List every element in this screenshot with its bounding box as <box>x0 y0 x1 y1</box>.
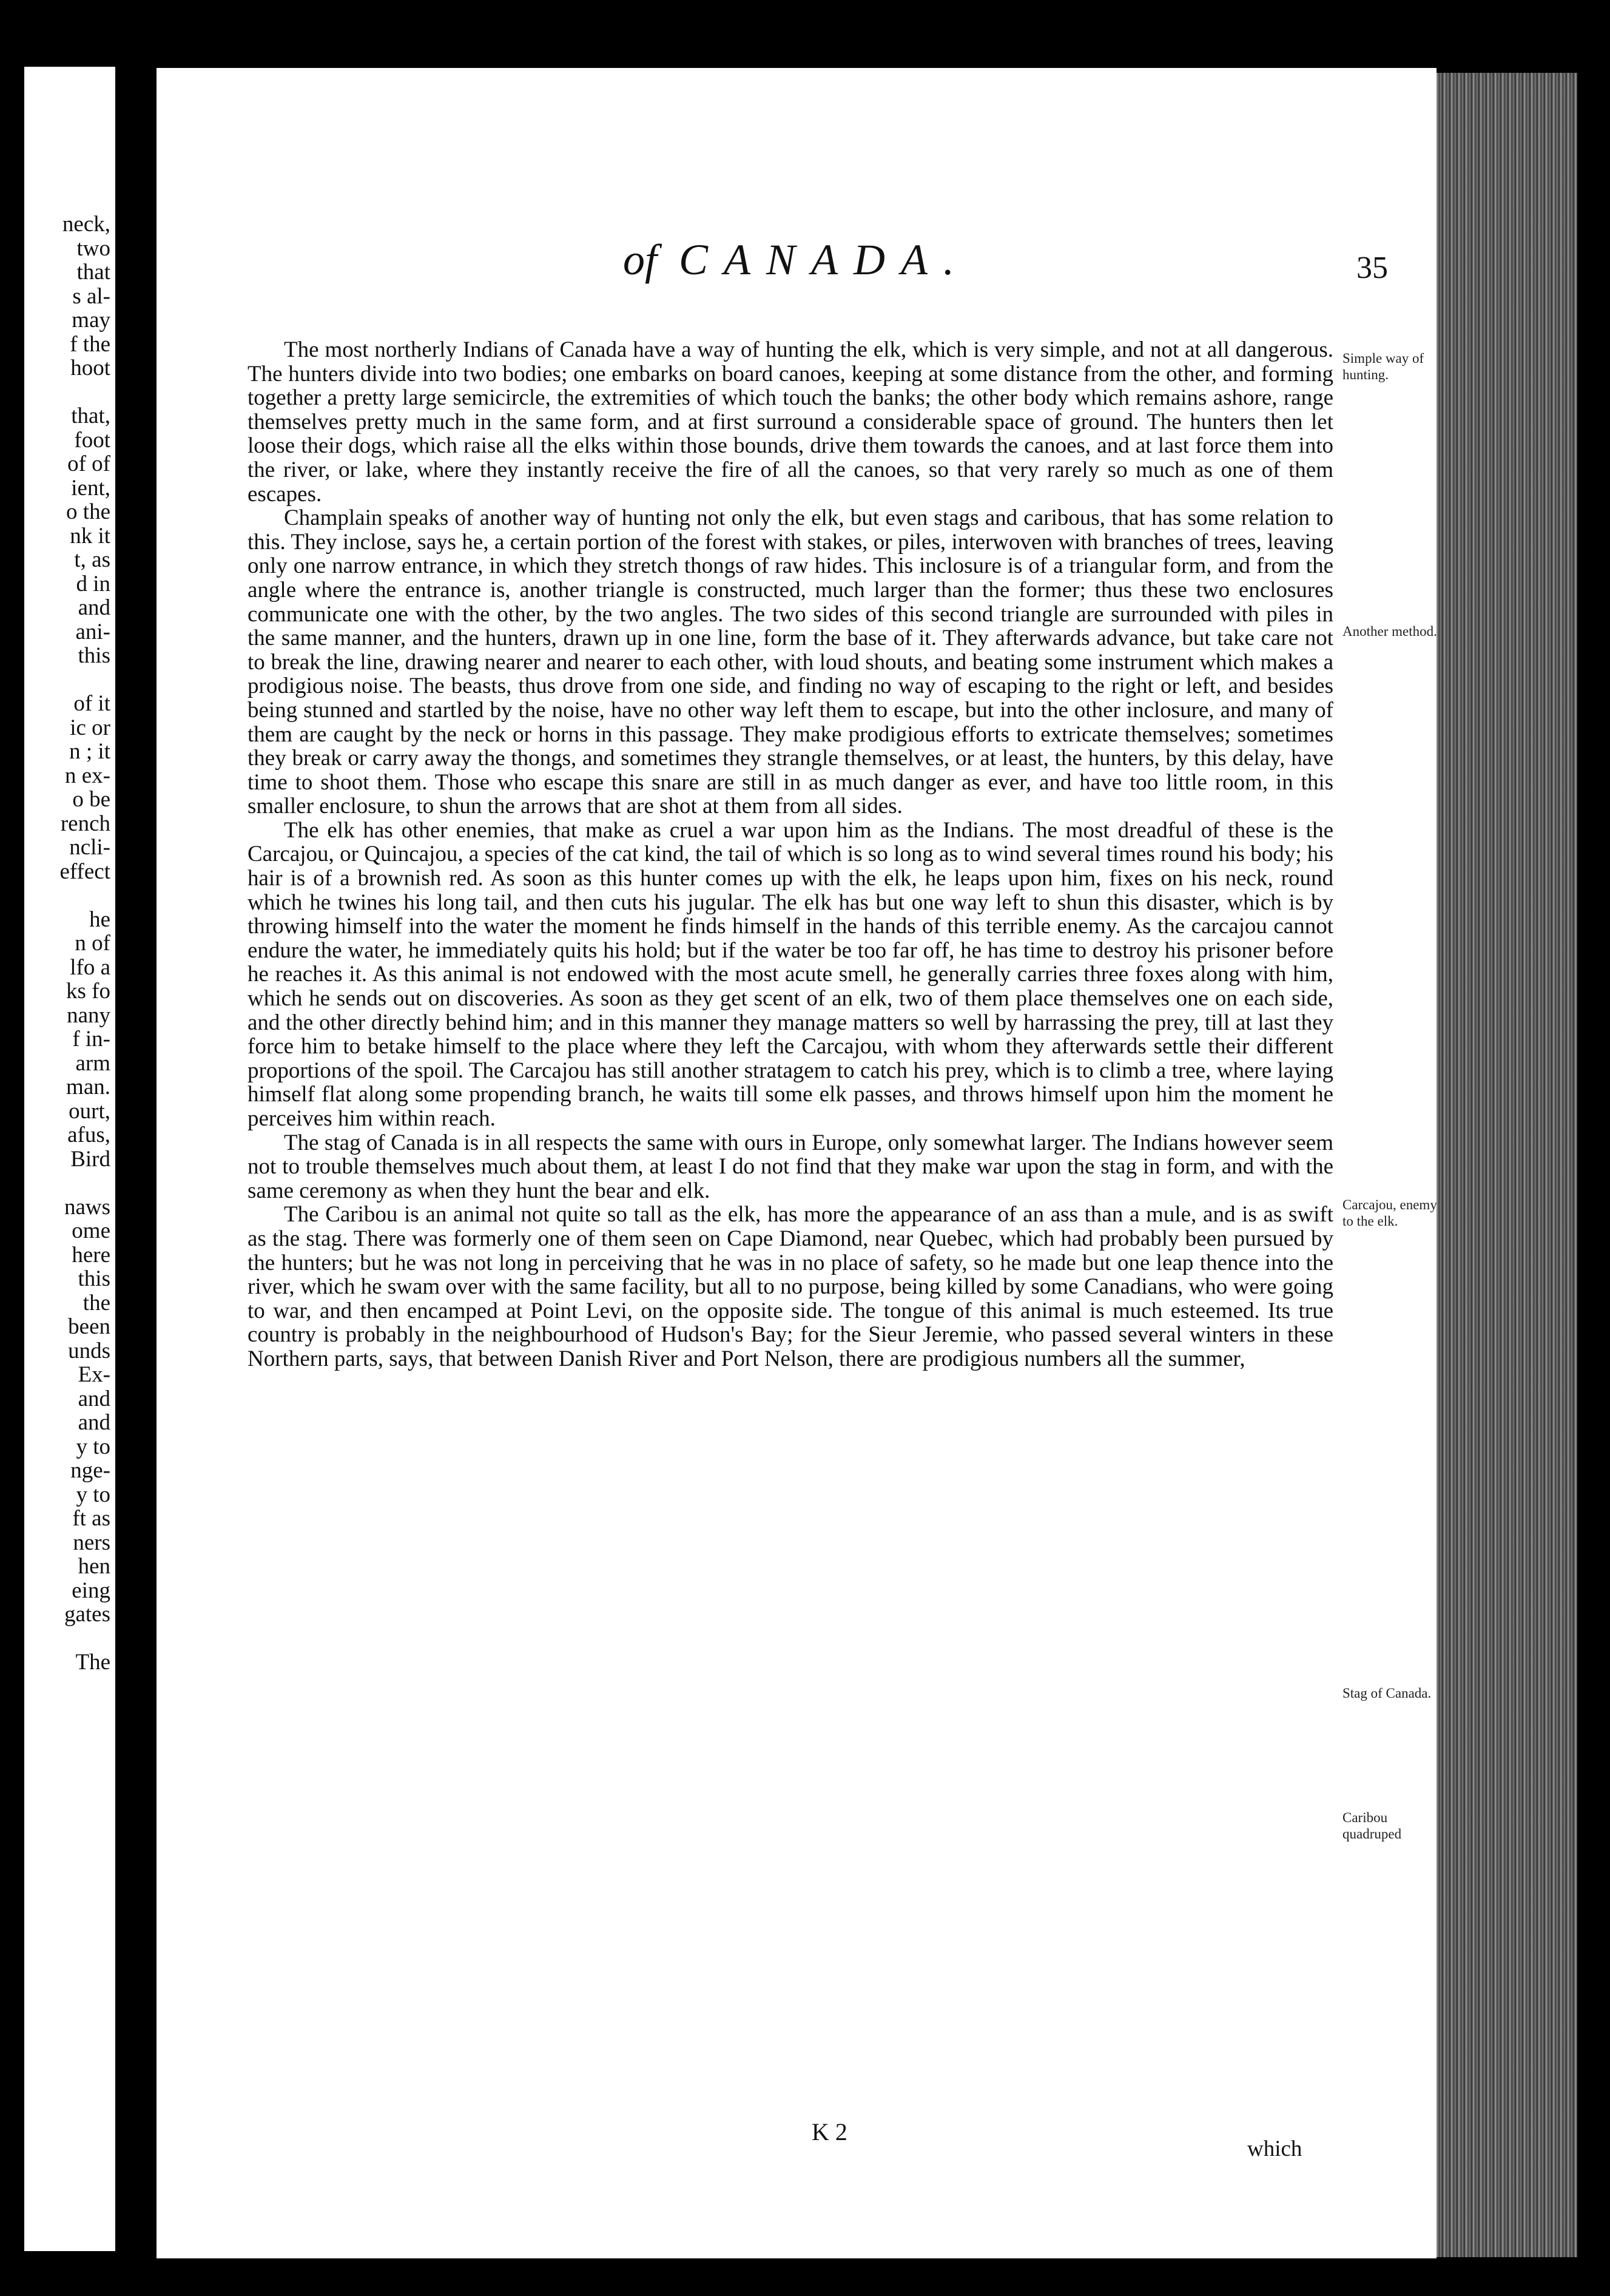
previous-page-line: and <box>78 1386 110 1411</box>
running-head-title: CANADA. <box>679 235 970 284</box>
previous-page-line: ners <box>73 1530 110 1555</box>
previous-page-line <box>24 380 115 405</box>
previous-page-line: ome <box>72 1218 110 1243</box>
previous-page-line: hen <box>78 1554 110 1579</box>
page-edges <box>1432 73 1577 2257</box>
previous-page-line: may <box>72 308 110 333</box>
margin-note-another-method: Another method. <box>1342 624 1437 639</box>
previous-page-line: and <box>78 1410 110 1435</box>
page-number: 35 <box>1356 251 1388 285</box>
previous-page-line: Bird <box>70 1146 110 1172</box>
previous-page-line: ks fo <box>66 979 110 1004</box>
previous-page-line: naws <box>64 1194 110 1220</box>
previous-page-line: been <box>68 1314 110 1339</box>
previous-page-line: ient, <box>71 475 110 501</box>
previous-page-line: The <box>75 1650 110 1675</box>
previous-page-line: ncli- <box>69 835 110 860</box>
previous-page-line: ourt, <box>69 1098 110 1124</box>
previous-page-line: afus, <box>67 1123 110 1147</box>
previous-page-line: he <box>89 907 110 932</box>
previous-page-line: nk it <box>70 523 110 549</box>
previous-page-line: f in- <box>72 1027 110 1052</box>
previous-page-line: n ; it <box>69 739 110 764</box>
previous-page-line: y to <box>76 1434 110 1459</box>
previous-page-line: that, <box>71 403 110 428</box>
previous-page-line: man. <box>66 1075 110 1099</box>
previous-page-line: hoot <box>70 356 110 380</box>
running-head <box>157 235 1437 285</box>
previous-page-line: this <box>78 1266 110 1291</box>
previous-page-line: ic or <box>70 715 110 740</box>
margin-note-stag: Stag of Canada. <box>1342 1686 1432 1701</box>
previous-page-fragment <box>24 67 115 2251</box>
previous-page-line <box>24 883 115 908</box>
previous-page-line: that <box>76 260 110 285</box>
previous-page-line: s al- <box>72 283 110 309</box>
book-gutter <box>115 0 158 2296</box>
previous-page-line: Ex- <box>78 1362 110 1387</box>
previous-page-line: arm <box>75 1050 110 1076</box>
paragraph-carcajou: The elk has other enemies, that make as cruel a war upon him as the Indians. The most dreadful of these is the Carcajou, or Quincajou, a species of the cat kind, the tail of which is so long as to wind several times round his body; his hair is of a brownish red. As soon as this hunter comes up with the elk, he leaps upon him, fixes on his neck, round which he twines his long tail, and then cuts his jugular. The elk has but one way left to shun this disaster, which is by throwing himself into the water the moment he finds himself in the hands of this terrible enemy. As the carcajou cannot endure the water, he immediately quits his hold; but if the water be too far off, he has time to destroy his prisoner before he reaches it. As this animal is not endowed with the most acute smell, he generally carries three foxes along with him, which he sends out on discoveries. As soon as they get scent of an elk, two of them place themselves one on each side, and the other directly behind him; and in this manner they manage matters so well by harrassing the prey, till at last they force him to betake himself to the place where they left the Carcajou, with whom they afterwards settle their different proportions of the spoil. The Carcajou has still another stratagem to catch his prey, which is to climb a tree, where laying himself flat along some propending branch, he waits till some elk passes, and throws himself upon him the moment he perceives him within reach. <box>248 817 1333 1131</box>
previous-page-line: lfo a <box>70 954 110 980</box>
previous-page-line: effect <box>59 859 110 884</box>
previous-page-line: d in <box>76 571 110 596</box>
previous-page-line: of it <box>73 691 110 716</box>
margin-note-simple-way: Simple way of hunting. <box>1342 351 1424 382</box>
paragraph-simple-hunting: The most northerly Indians of Canada have a way of hunting the elk, which is very simple, and not at all dangerous. The hunters divide into two bodies; one embarks on board canoes, keeping at some distance from the other, and forming together a pretty large semicircle, the extremities of which touch the banks; the other body which remains ashore, range themselves pretty much in the same form, and at first surround a considerable space of ground. The hunters then let loose their dogs, which raise all the elks within those bounds, drive them towards the canoes, and at last force them into the river, or lake, where they instantly receive the fire of all the canoes, so that very rarely so much as one of them escapes. <box>248 337 1333 507</box>
previous-page-line: nany <box>67 1002 110 1028</box>
previous-page-line: nge- <box>70 1458 110 1483</box>
margin-note-caribou: Caribou quadruped <box>1342 1810 1402 1842</box>
signature-mark: K 2 <box>812 2118 847 2146</box>
previous-page-line: f the <box>70 331 110 357</box>
previous-page-line: and <box>78 595 110 620</box>
previous-page-line: of of <box>67 451 110 476</box>
previous-page-line: eing <box>72 1578 110 1603</box>
paragraph-stag: The stag of Canada is in all respects the same with ours in Europe, only somewhat larger. The Indians however seem not to trouble themselves much about them, at least I do not find that they make war upon the stag in form, and with the same ceremony as when they hunt the bear and elk. <box>248 1130 1333 1203</box>
paragraph-another-method: Champlain speaks of another way of hunting not only the elk, but even stags and caribous, that has some relation to this. They inclose, says he, a certain portion of the forest with stakes, or piles, interwoven with branches of trees, leaving only one narrow entrance, in which they stretch thongs of raw hides. This inclosure is of a triangular form, and from the angle where the entrance is, another triangle is constructed, much larger than the former; thus these two enclosures communicate one with the other, by the two angles. The two sides of this second triangle are surrounded with piles in the same manner, and the hunters, drawn up in one line, form the base of it. They afterwards advance, but take care not to break the line, drawing nearer and nearer to each other, with loud shouts, and beating some instrument which makes a prodigious noise. The beasts, thus drove from one side, and finding no way of escaping to the right or left, and besides being stunned and startled by the noise, have no other way left them to escape, but into the other inclosure, and many of them are caught by the neck or horns in this passage. They make prodigious efforts to extricate themselves; sometimes they break or carry away the thongs, and sometimes they strangle themselves, or at least, the hunters, by this delay, have time to shoot them. Those who escape this snare are still in as much danger as ever, and have too little room, in this smaller enclosure, to shun the arrows that are shot at them from all sides. <box>248 505 1333 819</box>
previous-page-line: t, as <box>74 547 110 572</box>
previous-page-line: y to <box>76 1482 110 1507</box>
page-body <box>248 338 1333 1371</box>
book-page <box>157 68 1437 2258</box>
previous-page-line <box>24 668 115 692</box>
previous-page-text <box>24 212 115 1675</box>
previous-page-line: o be <box>72 787 110 812</box>
catchword: which <box>1247 2136 1302 2161</box>
previous-page-line <box>24 1627 115 1651</box>
previous-page-line: n of <box>75 931 110 956</box>
margin-note-carcajou: Carcajou, enemy to the elk. <box>1342 1197 1437 1229</box>
paragraph-caribou: The Caribou is an animal not quite so tall as the elk, has more the appearance of an ass than a mule, and is as swift as the stag. There was formerly one of them seen on Cape Diamond, near Quebec, which had probably been pursued by the hunters; but he was not long in perceiving that he was in no place of safety, so he made but one leap thence into the river, which he swam over with the same facility, but all to no purpose, being killed by some Canadians, who were going to war, and then encamped at Point Levi, on the opposite side. The tongue of this animal is much esteemed. Its true country is probably in the neighbourhood of Hudson's Bay; for the Sieur Jeremie, who passed several winters in these Northern parts, says, that between Danish River and Port Nelson, there are prodigious numbers all the summer, <box>248 1202 1333 1371</box>
previous-page-line: two <box>76 235 110 261</box>
previous-page-line: here <box>72 1242 110 1268</box>
previous-page-line: ani- <box>75 619 110 644</box>
previous-page-line: ft as <box>72 1506 110 1531</box>
previous-page-line: the <box>83 1290 110 1315</box>
previous-page-line: gates <box>64 1602 110 1627</box>
previous-page-line: o the <box>66 499 110 524</box>
running-head-prefix: of <box>623 235 658 284</box>
previous-page-line: foot <box>74 427 110 453</box>
previous-page-line: rench <box>60 811 110 836</box>
previous-page-line: neck, <box>62 212 110 237</box>
previous-page-line: n ex- <box>65 763 110 788</box>
previous-page-line: this <box>78 643 110 668</box>
previous-page-line: unds <box>68 1338 110 1363</box>
previous-page-line <box>24 1171 115 1195</box>
